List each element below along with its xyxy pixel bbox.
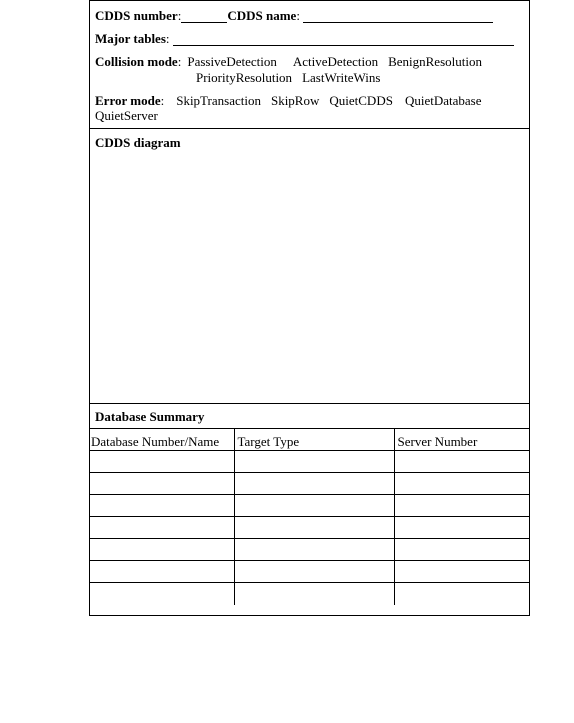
database-cell[interactable] [90,495,234,517]
collision-option-active[interactable]: ActiveDetection [292,54,379,69]
table-row [90,473,529,495]
error-mode-label: Error mode [95,93,161,108]
target-type-cell[interactable] [234,451,394,473]
target-type-cell[interactable] [234,473,394,495]
cdds-number-row: CDDS number: CDDS name: [95,8,493,23]
error-option-quietcdds[interactable]: QuietCDDS [329,93,393,108]
table-row [90,539,529,561]
cdds-form [89,0,530,616]
server-number-cell[interactable] [394,473,529,495]
error-option-quietdatabase[interactable]: QuietDatabase [404,93,482,108]
cdds-name-label: CDDS name [227,8,297,23]
error-option-quietserver[interactable]: QuietServer [95,108,158,123]
database-cell[interactable] [90,473,234,495]
server-number-cell[interactable] [394,451,529,473]
cdds-diagram-area[interactable] [90,129,529,404]
major-tables-row: Major tables: [95,31,514,46]
column-header-target-type: Target Type [234,429,394,451]
target-type-cell[interactable] [234,583,394,605]
database-cell[interactable] [90,517,234,539]
collision-mode-row: Collision mode: PassiveDetection ActiveDetection BenignResolution [95,54,482,69]
table-row [90,451,529,473]
major-tables-label: Major tables [95,31,166,46]
collision-mode-row-2 [196,70,380,85]
major-tables-field[interactable] [173,32,514,46]
cdds-header-section [90,1,529,129]
error-option-skiptransaction[interactable]: SkipTransaction [176,93,261,108]
target-type-cell[interactable] [234,561,394,583]
table-row [90,561,529,583]
table-row [90,495,529,517]
column-header-database: Database Number/Name [90,429,234,451]
table-row [90,517,529,539]
database-cell[interactable] [90,583,234,605]
server-number-cell[interactable] [394,495,529,517]
collision-option-benign[interactable]: BenignResolution [388,54,482,69]
cdds-name-field[interactable] [303,9,493,23]
database-cell[interactable] [90,539,234,561]
server-number-cell[interactable] [394,583,529,605]
server-number-cell[interactable] [394,539,529,561]
collision-mode-label: Collision mode [95,54,178,69]
collision-option-priority[interactable]: PriorityResolution [196,70,293,85]
collision-option-passive[interactable]: PassiveDetection [187,54,277,69]
cdds-number-field[interactable] [181,9,227,23]
database-summary-title: Database Summary [95,409,205,424]
column-header-server-number: Server Number [394,429,529,451]
database-summary-table [90,428,529,605]
database-cell[interactable] [90,451,234,473]
error-mode-row: Error mode: SkipTransaction SkipRow QuietCDDS QuietDatabase [95,93,482,108]
collision-option-lastwrite[interactable]: LastWriteWins [302,70,381,85]
table-row [90,583,529,605]
error-option-skiprow[interactable]: SkipRow [270,93,320,108]
target-type-cell[interactable] [234,517,394,539]
server-number-cell[interactable] [394,517,529,539]
cdds-diagram-title: CDDS diagram [95,135,181,150]
server-number-cell[interactable] [394,561,529,583]
table-header-row [90,429,529,451]
target-type-cell[interactable] [234,539,394,561]
error-mode-row-2 [95,108,158,123]
cdds-number-label: CDDS number [95,8,178,23]
target-type-cell[interactable] [234,495,394,517]
database-cell[interactable] [90,561,234,583]
